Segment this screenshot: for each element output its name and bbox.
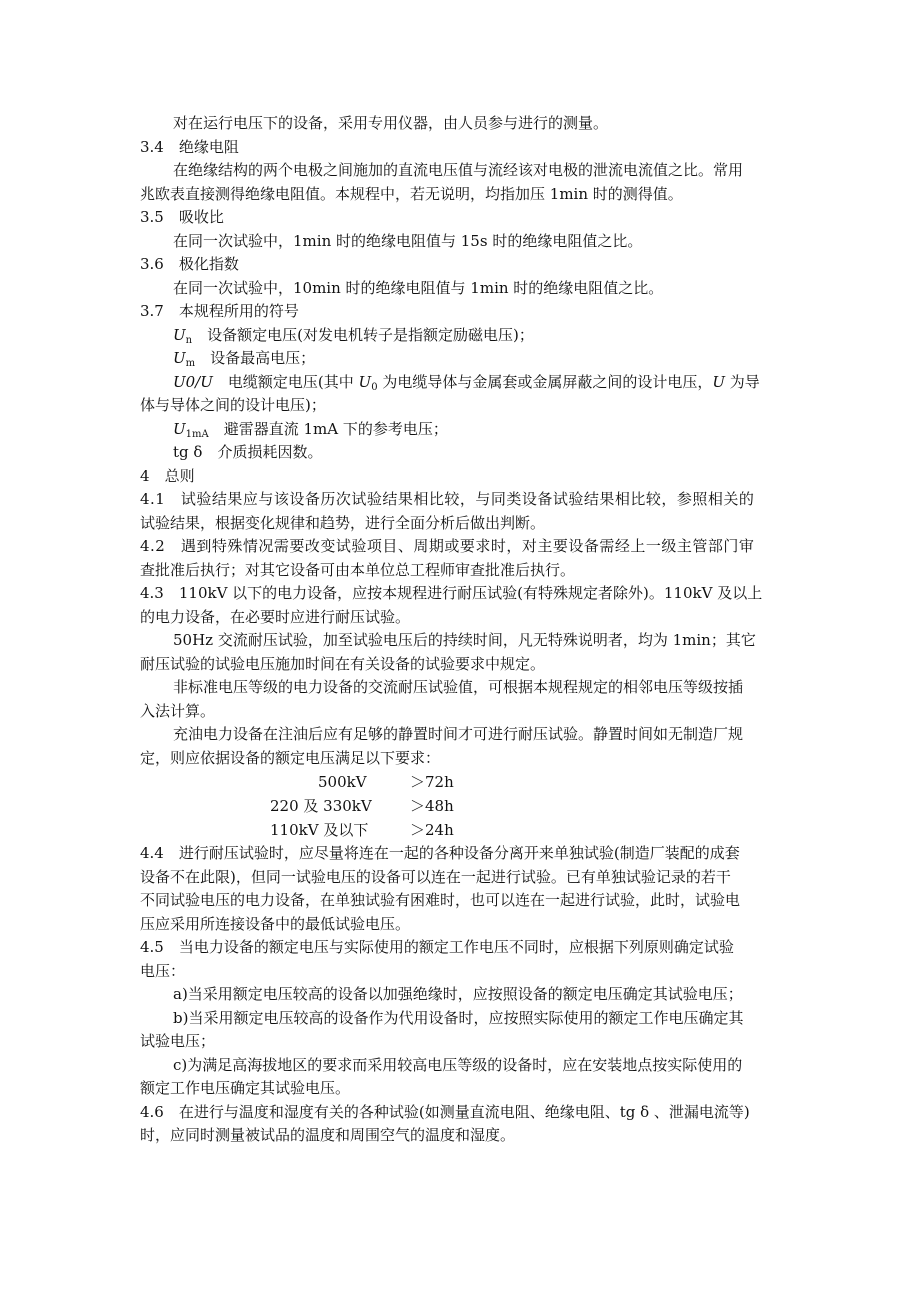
- paragraph-line: 4.4 进行耐压试验时，应尽量将连在一起的各种设备分离开来单独试验(制造厂装配的成套: [140, 844, 740, 862]
- symbol-letter: U: [173, 349, 186, 367]
- inline-symbol: U: [358, 372, 372, 391]
- symbol-u0: [140, 371, 790, 395]
- symbol-description: 为电缆导体与金属套或金属屏蔽之间的设计电压，: [377, 372, 713, 391]
- time-cell: ＞72h: [410, 773, 454, 791]
- symbol-un: [140, 324, 790, 348]
- symbol-description: 电缆额定电压(其中: [227, 372, 359, 391]
- symbol-letter: U: [173, 325, 186, 344]
- list-item-c-cont: 额定工作电压确定其试验电压。: [140, 1079, 351, 1097]
- voltage-cell: 110kV 及以下: [270, 821, 369, 839]
- section-title: 吸收比: [178, 208, 224, 226]
- table-row: [140, 770, 790, 794]
- paragraph-line: 50Hz 交流耐压试验，加至试验电压后的持续时间，凡无特殊说明者，均为 1min；其它: [173, 631, 756, 649]
- section-number: 3.4: [140, 137, 164, 156]
- paragraph-line: 在同一次试验中，1min 时的绝缘电阻值与 15s 时的绝缘电阻值之比。: [173, 231, 643, 250]
- paragraph-line: 4.3 110kV 以下的电力设备，应按本规程进行耐压试验(有特殊规定者除外)。110kV 及以上: [140, 584, 763, 602]
- symbol-subscript: n: [185, 334, 193, 346]
- paragraph-line: 试验结果，根据变化规律和趋势，进行全面分析后做出判断。: [140, 513, 546, 532]
- paragraph-line: 的电力设备，在必要时应进行耐压试验。: [140, 607, 411, 626]
- paragraph-line: 4.1 试验结果应与该设备历次试验结果相比较，与同类设备试验结果相比较，参照相关的: [140, 490, 755, 508]
- inline-subscript: 0: [371, 381, 378, 393]
- time-cell: ＞24h: [410, 821, 454, 839]
- paragraph-line: 设备不在此限)，但同一试验电压的设备可以连在一起进行试验。已有单独试验记录的若干: [140, 867, 731, 886]
- section-3-7-heading: [140, 300, 790, 324]
- paragraph-line: 兆欧表直接测得绝缘电阻值。本规程中，若无说明，均指加压 1min 时的测得值。: [140, 184, 683, 203]
- section-3-6-heading: [140, 253, 790, 277]
- section-number: 4: [140, 466, 150, 485]
- section-title: 绝缘电阻: [178, 137, 239, 156]
- paragraph-line: 在绝缘结构的两个电极之间施加的直流电压值与流经该对电极的泄流电流值之比。常用: [173, 161, 744, 179]
- symbol-subscript: 1mA: [185, 428, 209, 440]
- symbol-letter: U: [173, 419, 186, 438]
- symbol-tg-delta: [140, 441, 790, 465]
- paragraph-line: 耐压试验的试验电压施加时间在有关设备的试验要求中规定。: [140, 654, 546, 673]
- paragraph-line: 电压：: [140, 961, 186, 980]
- voltage-cell: 220 及 330kV: [270, 797, 372, 815]
- paragraph-line: 4.2 遇到特殊情况需要改变试验项目、周期或要求时，对主要设备需经上一级主管部门审: [140, 537, 755, 555]
- symbol-um: [140, 347, 790, 371]
- table-row: [140, 794, 790, 818]
- section-number: 3.7: [140, 302, 164, 320]
- paragraph-line: 定，则应依据设备的额定电压满足以下要求：: [140, 748, 441, 767]
- settling-time-table: [140, 770, 790, 842]
- paragraph-line: 4.6 在进行与温度和湿度有关的各种试验(如测量直流电阻、绝缘电阻、tg δ 、泄漏电流等): [140, 1102, 750, 1121]
- paragraph-line: 非标准电压等级的电力设备的交流耐压试验值，可根据本规程规定的相邻电压等级按插: [173, 678, 744, 696]
- symbol-description: 介质损耗因数。: [217, 443, 323, 461]
- symbol-letter: U0/U: [173, 372, 213, 391]
- inline-symbol: U: [712, 372, 725, 391]
- voltage-cell: 500kV: [318, 773, 367, 791]
- paragraph-line: 查批准后执行；对其它设备可由本单位总工程师审查批准后执行。: [140, 560, 576, 579]
- paragraph-line: 体与导体之间的设计电压)；: [140, 396, 326, 414]
- paragraph-line: 充油电力设备在注油后应有足够的静置时间才可进行耐压试验。静置时间如无制造厂规: [173, 725, 744, 743]
- symbol-letter: tg δ: [173, 443, 203, 461]
- section-number: 3.5: [140, 208, 164, 226]
- symbol-description: 为导: [725, 372, 760, 391]
- time-cell: ＞48h: [410, 797, 454, 815]
- paragraph-line: 时，应同时测量被试品的温度和周围空气的温度和湿度。: [140, 1126, 516, 1144]
- symbol-subscript: m: [185, 358, 196, 369]
- list-item-c: c)为满足高海拔地区的要求而采用较高电压等级的设备时，应在安装地点按实际使用的: [173, 1055, 743, 1074]
- section-number: 3.6: [140, 255, 164, 273]
- symbol-description: 避雷器直流 1mA 下的参考电压；: [223, 419, 448, 438]
- paragraph-line: 不同试验电压的电力设备，在单独试验有困难时，也可以连在一起进行试验，此时，试验电: [140, 891, 741, 909]
- paragraph-line: 入法计算。: [140, 701, 216, 720]
- document-body: [140, 112, 790, 1148]
- symbol-description: 设备最高电压；: [210, 349, 316, 367]
- section-title: 总则: [164, 466, 195, 485]
- intro-line: 对在运行电压下的设备，采用专用仪器，由人员参与进行的测量。: [173, 114, 609, 132]
- symbol-description: 设备额定电压(对发电机转子是指额定励磁电压)；: [207, 325, 534, 344]
- section-3-4-heading: [140, 136, 790, 160]
- symbol-u1ma: [140, 418, 790, 442]
- section-title: 本规程所用的符号: [178, 302, 299, 320]
- list-item-b: b)当采用额定电压较高的设备作为代用设备时，应按照实际使用的额定工作电压确定其: [173, 1008, 744, 1027]
- list-item-a: a)当采用额定电压较高的设备以加强绝缘时，应按照设备的额定电压确定其试验电压；: [173, 985, 743, 1003]
- paragraph-line: 压应采用所连接设备中的最低试验电压。: [140, 914, 411, 933]
- section-4-heading: [140, 465, 790, 489]
- table-row: [140, 818, 790, 842]
- paragraph-line: 4.5 当电力设备的额定电压与实际使用的额定工作电压不同时，应根据下列原则确定试验: [140, 938, 734, 956]
- section-title: 极化指数: [178, 255, 239, 273]
- section-3-5-heading: [140, 206, 790, 230]
- paragraph-line: 在同一次试验中，10min 时的绝缘电阻值与 1min 时的绝缘电阻值之比。: [173, 278, 664, 297]
- list-item-b-cont: 试验电压；: [140, 1032, 216, 1050]
